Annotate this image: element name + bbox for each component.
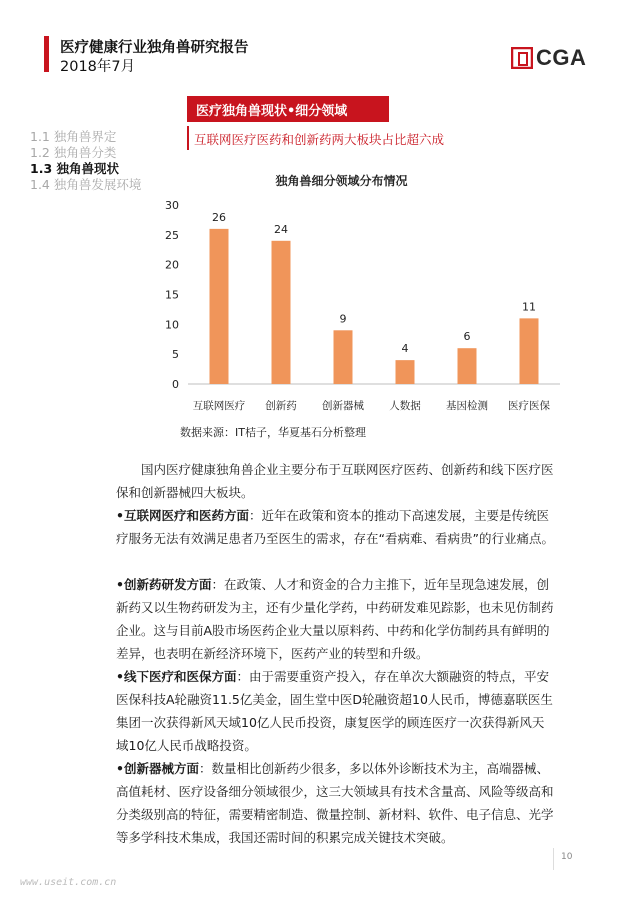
report-title: 医疗健康行业独角兽研究报告 bbox=[60, 40, 249, 56]
bar bbox=[396, 360, 415, 384]
data-label: 9 bbox=[339, 312, 347, 326]
paragraph-devices bbox=[116, 757, 556, 849]
y-tick-label: 0 bbox=[172, 378, 179, 391]
paragraph-offline-medical bbox=[116, 665, 556, 757]
logo-text: CGA bbox=[536, 45, 587, 70]
nav-item-1-4[interactable]: 1.4 独角兽发展环境 bbox=[30, 177, 142, 192]
data-label: 26 bbox=[212, 210, 226, 224]
bar bbox=[272, 241, 291, 384]
y-tick-label: 25 bbox=[165, 228, 179, 242]
data-label: 24 bbox=[274, 222, 288, 236]
y-tick-label: 15 bbox=[165, 288, 179, 302]
report-date: 2018年7月 bbox=[60, 59, 136, 75]
y-tick-label: 10 bbox=[165, 318, 179, 332]
bar-chart bbox=[0, 0, 623, 420]
x-tick-label: 基因检测 bbox=[446, 400, 488, 412]
paragraph-lead: •创新器械方面 bbox=[116, 761, 199, 776]
y-tick-label: 20 bbox=[165, 258, 179, 272]
data-label: 6 bbox=[463, 330, 471, 344]
x-tick-label: 医疗医保 bbox=[508, 400, 550, 412]
nav-item-1-2[interactable]: 1.2 独角兽分类 bbox=[30, 145, 117, 160]
bar bbox=[458, 348, 477, 384]
bar bbox=[210, 229, 229, 384]
watermark: www.useit.com.cn bbox=[20, 877, 117, 888]
nav-item-1-3[interactable]: 1.3 独角兽现状 bbox=[30, 161, 119, 176]
page-number-rule bbox=[553, 848, 554, 870]
paragraph-lead: •创新药研发方面 bbox=[116, 577, 212, 592]
y-tick-label: 5 bbox=[172, 348, 179, 362]
section-subtitle: 互联网医疗医药和创新药两大板块占比超六成 bbox=[194, 132, 445, 147]
data-label: 11 bbox=[522, 300, 536, 314]
paragraph-internet-medical bbox=[116, 504, 556, 550]
x-tick-label: 人数据 bbox=[389, 400, 421, 412]
paragraph-innovative-drugs bbox=[116, 573, 556, 665]
page-number: 10 bbox=[561, 852, 573, 862]
x-tick-label: 创新器械 bbox=[322, 400, 364, 412]
paragraph-lead: •线下医疗和医保方面 bbox=[116, 669, 237, 684]
paragraph-intro bbox=[116, 458, 556, 504]
x-tick-label: 创新药 bbox=[265, 400, 297, 412]
data-source: 数据来源：IT桔子，华夏基石分析整理 bbox=[180, 426, 366, 439]
data-label: 4 bbox=[401, 342, 409, 356]
section-title: 医疗独角兽现状•细分领域 bbox=[196, 104, 348, 119]
paragraph-text: ：近年在政策和资本的推动下高速发展，主要是传统医疗服务无法有效满足患者乃至医生的需求，存在“看病难、看病贵”的行业痛点。 bbox=[116, 508, 554, 546]
bar bbox=[520, 318, 539, 384]
paragraph-text: ：数量相比创新药少很多，多以体外诊断技术为主，高端器械、高值耗材、医疗设备细分领域很少，这三大领域具有技术含量高、风险等级高和分类级别高的特征，需要精密制造、微量控制、新材料、软件、电子信息、光学等多学科技术集成，我国还需时间的积累完成关键技术突破。 bbox=[116, 761, 554, 845]
y-tick-label: 30 bbox=[165, 199, 179, 212]
chart-title: 独角兽细分领域分布情况 bbox=[275, 174, 408, 188]
paragraph-lead: •互联网医疗和医药方面 bbox=[116, 508, 249, 523]
x-tick-label: 互联网医疗 bbox=[192, 400, 246, 412]
nav-item-1-1[interactable]: 1.1 独角兽界定 bbox=[30, 129, 117, 144]
paragraph-text: ：由于需要重资产投入，存在单次大额融资的特点，平安医保科技A轮融资11.5亿美金，固生堂中医D轮融资超10人民币，博德嘉联医生集团一次获得新风天域10亿人民币投资，康复医学的顾连医疗一次获得新风天域10亿人民币战略投资。 bbox=[116, 669, 553, 753]
bar bbox=[334, 330, 353, 384]
paragraph-text: 国内医疗健康独角兽企业主要分布于互联网医疗医药、创新药和线下医疗医保和创新器械四大板块。 bbox=[116, 462, 554, 500]
paragraph-text: ：在政策、人才和资金的合力主推下，近年呈现急速发展，创新药又以生物药研发为主，还有少量化学药，中药研发难见踪影，也未见仿制药企业。这与目前A股市场医药企业大量以原料药、中药和化学仿制药具有鲜明的差异，也表明在新经济环境下，医药产业的转型和升级。 bbox=[116, 577, 554, 661]
